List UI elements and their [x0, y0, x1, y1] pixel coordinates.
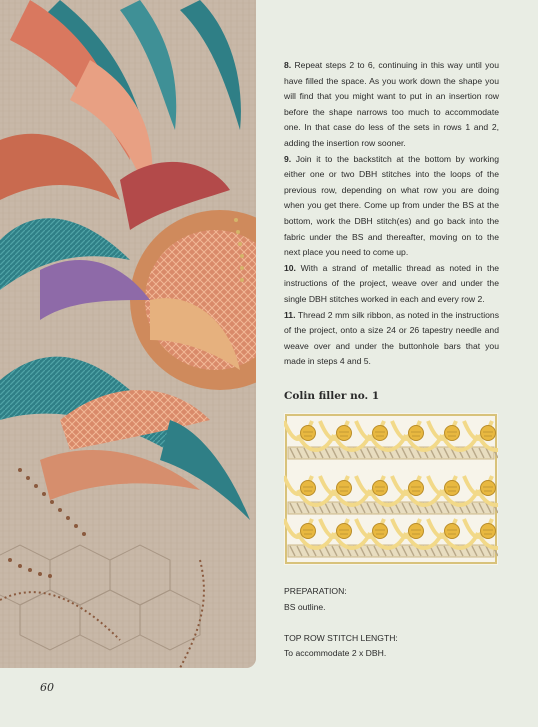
step-text: Thread 2 mm silk ribbon, as noted in the instructions of the project, onto a size 24 or 26 tapestry needle and weave over and under the buttonhole bars that you made in steps 4 and 5. [284, 309, 499, 367]
bead-ball [445, 481, 460, 496]
bead-ball [301, 481, 316, 496]
top-row-label: TOP ROW STITCH LENGTH: [284, 632, 398, 643]
stitch-diagram-drawing [284, 413, 498, 565]
top-row-value: To accommodate 2 x DBH. [284, 648, 387, 659]
step-number: 8. [284, 60, 292, 70]
bead-ball [481, 524, 496, 539]
step-8 [284, 58, 499, 152]
step-text: Repeat steps 2 to 6, continuing in this way until you have filled the space. As you work down the shape you will find that you might want to put in an insertion row before the shape narrows too much to accommodate one. In that case do less of the sets in rows 1 and 2, adding the insertion row sooner. [284, 60, 499, 148]
bead-ball [337, 426, 352, 441]
filler-title: Colin filler no. 1 [284, 390, 380, 402]
step-number: 9. [284, 153, 292, 164]
bead-ball [445, 426, 460, 441]
bead-ball [301, 524, 316, 539]
step-10 [284, 261, 499, 308]
preparation-value: BS outline. [284, 601, 326, 612]
bead-ball [337, 524, 352, 539]
bead-ball [445, 524, 460, 539]
stitch-notes [284, 584, 499, 662]
step-text: With a strand of metallic thread as noted in the instructions of the project, weave over and under the single DBH stitches worked in each and every row 2. [284, 262, 499, 304]
step-9 [284, 152, 499, 261]
instructions-text [284, 58, 499, 370]
bead-ball [481, 426, 496, 441]
bead-ball [409, 524, 424, 539]
bead-ball [409, 426, 424, 441]
preparation-label: PREPARATION: [284, 586, 347, 596]
step-11 [284, 308, 499, 370]
page-number: 60 [40, 681, 54, 694]
bead-ball [337, 481, 352, 496]
step-number: 10. [284, 262, 296, 273]
bead-ball [373, 524, 388, 539]
bead-ball [373, 426, 388, 441]
stitch-diagram [284, 413, 498, 565]
step-text: Join it to the backstitch at the bottom by working either one or two DBH stitches into the loops of the previous row, depending on what row you are doing when you get there. Come up from under the BS at the bottom, work the DBH stitch(es) and go back into the fabric under the BS and thereafter, moving on to the next place you need to come up. [284, 153, 499, 258]
diagram-border [286, 415, 496, 563]
bead-ball [301, 426, 316, 441]
crewel-embroidery-image [0, 0, 256, 668]
bead-ball [409, 481, 424, 496]
step-number: 11. [284, 309, 296, 320]
bead-ball [373, 481, 388, 496]
embroidery-photo [0, 0, 256, 668]
bead-ball [481, 481, 496, 496]
